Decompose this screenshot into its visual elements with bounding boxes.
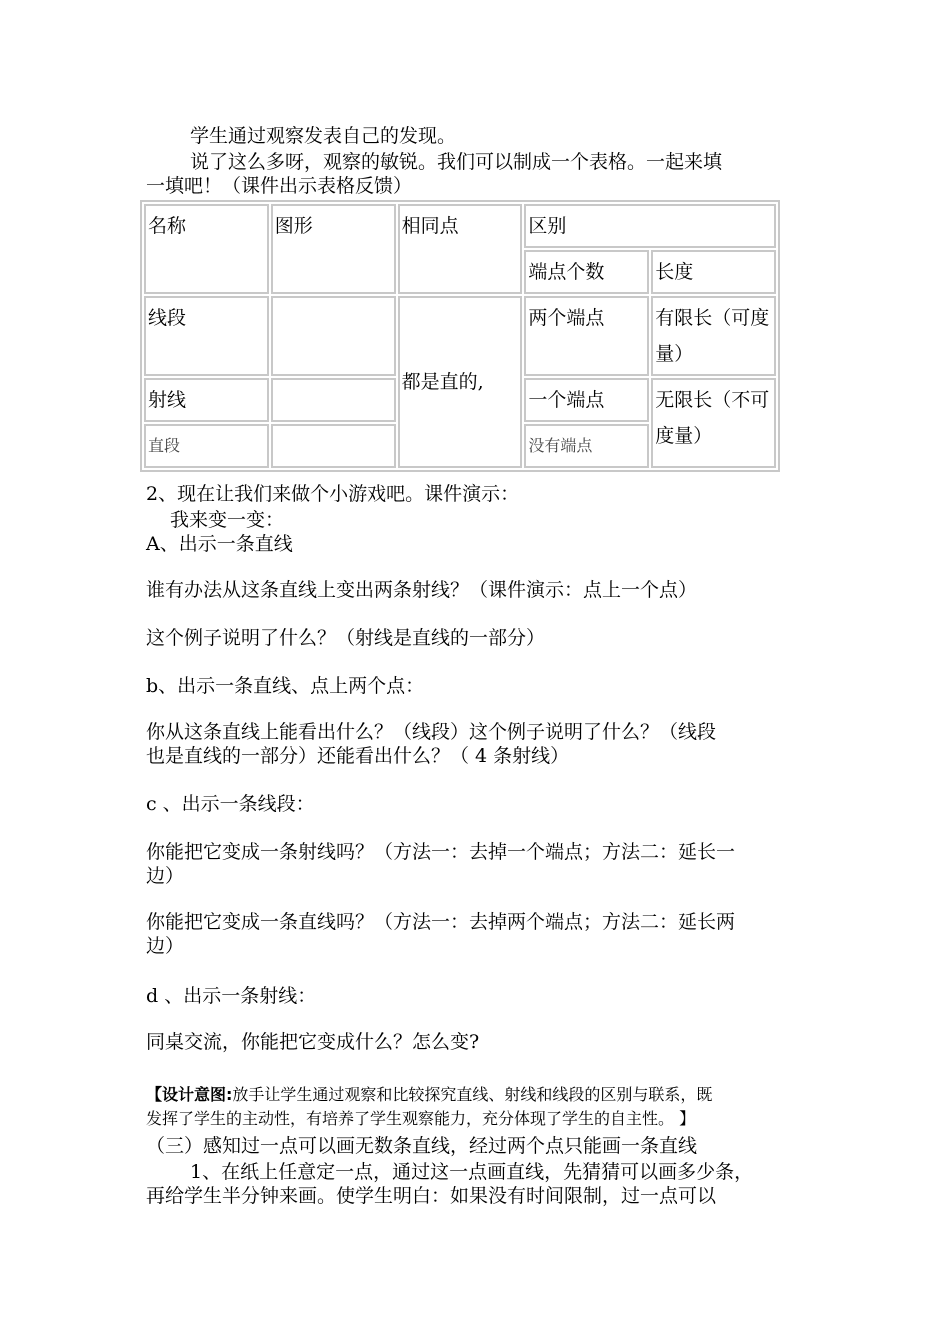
same-cell: 都是直的, [398,296,523,468]
body-p7a: 你从这条直线上能看出什么？（线段）这个例子说明了什么？（线段 [146,721,717,743]
body-p6: b、出示一条直线、点上两个点： [146,675,425,697]
design-text-2: 发挥了学生的主动性，有培养了学生观察能力，充分体现了学生的自主性。 】 [146,1109,696,1128]
body-p9b: 边） [146,865,185,887]
header-name: 名称 [144,204,269,294]
body-p2: 我来变一变： [170,509,285,531]
section3-title: （三）感知过一点可以画无数条直线，经过两个点只能画一条直线 [146,1135,698,1157]
row-line-name: 直段 [144,424,269,468]
body-p7b: 也是直线的一部分）还能看出什么？（ 4 条射线） [146,745,570,767]
section3-p2: 再给学生半分钟来画。使学生明白：如果没有时间限制，过一点可以 [146,1185,717,1207]
header-same: 相同点 [398,204,523,294]
row-line-shape [271,424,396,468]
design-text-1: 放手让学生通过观察和比较探究直线、射线和线段的区别与联系，既 [232,1085,713,1104]
body-p11: d 、出示一条射线： [146,985,317,1007]
row-segment-length: 有限长（可度量） [651,296,776,376]
body-p10a: 你能把它变成一条直线吗？（方法一：去掉两个端点；方法二：延长两 [146,911,736,933]
body-p4: 谁有办法从这条直线上变出两条射线？（课件演示：点上一个点） [146,579,698,601]
row-ray-name: 射线 [144,378,269,422]
row-segment-endpoints: 两个端点 [524,296,649,376]
body-p12: 同桌交流，你能把它变成什么？怎么变? [146,1031,480,1053]
row-segment-shape [271,296,396,376]
design-intent [146,1083,816,1131]
body-p10b: 边） [146,935,185,957]
intro-line-2: 说了这么多呀，观察的敏锐。我们可以制成一个表格。一起来填 [190,151,723,173]
body-p9a: 你能把它变成一条射线吗？（方法一：去掉一个端点；方法二：延长一 [146,841,736,863]
intro-line-3: 一填吧！（课件出示表格反馈） [146,175,413,197]
row-ray-line-length: 无限长（不可度量） [651,378,776,468]
header-length: 长度 [651,250,776,294]
section3-p1: 1、在纸上任意定一点，通过这一点画直线，先猜猜可以画多少条， [190,1161,754,1183]
comparison-table [140,200,780,472]
row-ray-shape [271,378,396,422]
row-segment-name: 线段 [144,296,269,376]
intro-line-1: 学生通过观察发表自己的发现。 [190,125,457,147]
row-line-endpoints: 没有端点 [524,424,649,468]
design-label: 【设计意图: [146,1085,233,1104]
body-p3: A、出示一条直线 [146,533,293,555]
body-p8: c 、出示一条线段： [146,793,315,815]
header-endpoints: 端点个数 [524,250,649,294]
row-ray-endpoints: 一个端点 [524,378,649,422]
body-p1: 2、现在让我们来做个小游戏吧。课件演示： [146,483,520,505]
header-shape: 图形 [271,204,396,294]
body-p5: 这个例子说明了什么？（射线是直线的一部分） [146,627,546,649]
header-difference: 区别 [524,204,776,248]
